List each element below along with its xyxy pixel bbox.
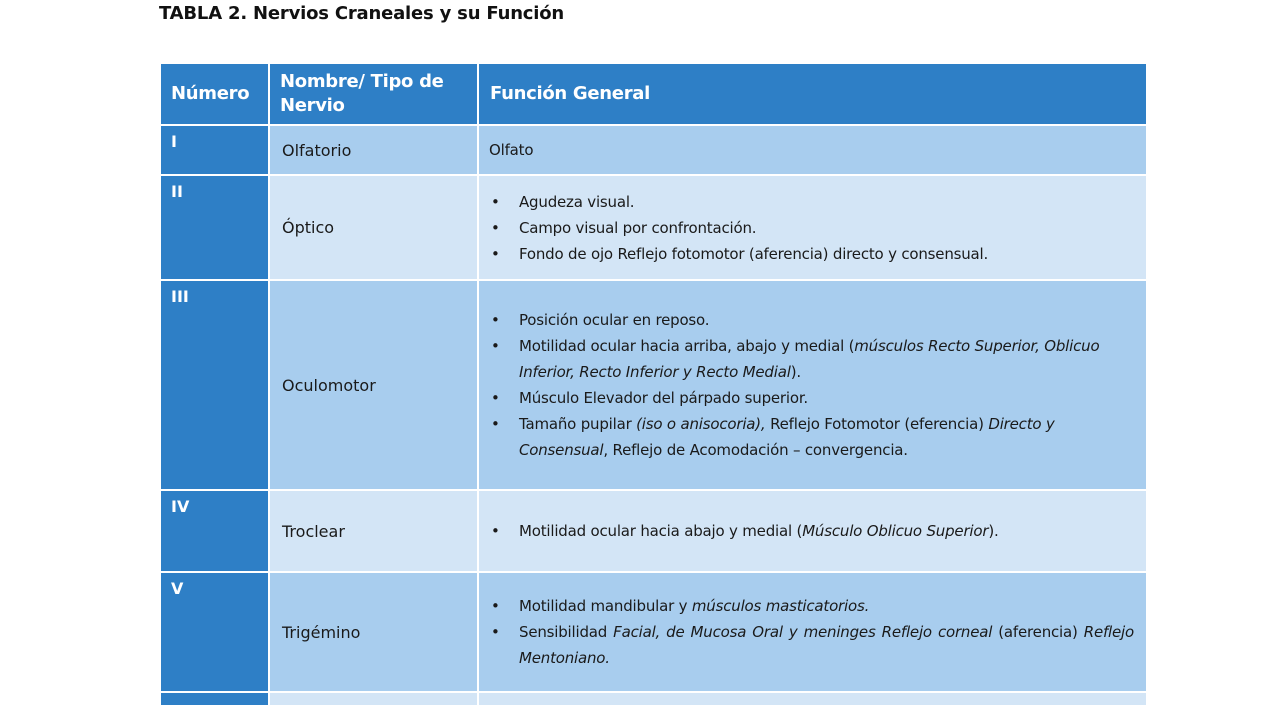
nerve-number: III — [160, 280, 269, 490]
nerve-number-cell — [160, 692, 269, 706]
nerve-function — [478, 572, 1147, 692]
nerve-name: Olfatorio — [269, 125, 478, 175]
nerve-name-cell — [269, 692, 478, 706]
function-item: • Posición ocular en reposo. — [519, 307, 1134, 333]
nerve-name: Óptico — [269, 175, 478, 280]
nerve-function-cell — [478, 692, 1147, 706]
table-row — [160, 280, 1147, 490]
nerve-function — [478, 280, 1147, 490]
table-header-row — [160, 63, 1147, 125]
function-item: • Músculo Elevador del párpado superior. — [519, 385, 1134, 411]
nerve-name: Troclear — [269, 490, 478, 572]
nerve-number: V — [160, 572, 269, 692]
function-item: • Tamaño pupilar (iso o anisocoria), Reflejo Fotomotor (eferencia) Directo y Consensual, Reflejo de Acomodación – convergencia. — [519, 411, 1134, 463]
nerve-function — [478, 125, 1147, 175]
function-item: • Motilidad mandibular y músculos masticatorios. — [519, 593, 1134, 619]
function-item: • Motilidad ocular hacia arriba, abajo y medial (músculos Recto Superior, Oblicuo Inferior, Recto Inferior y Recto Medial). — [519, 333, 1134, 385]
header-nombre: Nombre/ Tipo de Nervio — [269, 63, 478, 125]
function-item: • Agudeza visual. — [519, 189, 1134, 215]
table-row — [160, 175, 1147, 280]
table-title: TABLA 2. Nervios Craneales y su Función — [159, 3, 565, 24]
cranial-nerves-table — [159, 62, 1148, 707]
function-text: Olfato — [489, 141, 534, 159]
function-item: • Campo visual por confrontación. — [519, 215, 1134, 241]
function-list — [489, 307, 1134, 463]
nerve-number: II — [160, 175, 269, 280]
header-funcion: Función General — [478, 63, 1147, 125]
nerve-function — [478, 175, 1147, 280]
nerve-number: I — [160, 125, 269, 175]
table-row-partial — [160, 692, 1147, 706]
cranial-nerves-table-container — [159, 62, 1146, 707]
nerve-name: Oculomotor — [269, 280, 478, 490]
table-row — [160, 572, 1147, 692]
function-item: • Sensibilidad Facial, de Mucosa Oral y meninges Reflejo corneal (aferencia) Reflejo Mentoniano. — [519, 619, 1134, 671]
table-row — [160, 490, 1147, 572]
function-list — [489, 518, 1134, 544]
nerve-name: Trigémino — [269, 572, 478, 692]
function-item: • Fondo de ojo Reflejo fotomotor (aferencia) directo y consensual. — [519, 241, 1134, 267]
function-item: • Motilidad ocular hacia abajo y medial (Músculo Oblicuo Superior). — [519, 518, 1134, 544]
header-numero: Número — [160, 63, 269, 125]
function-list — [489, 189, 1134, 267]
function-list — [489, 593, 1134, 671]
nerve-number: IV — [160, 490, 269, 572]
nerve-function — [478, 490, 1147, 572]
table-row — [160, 125, 1147, 175]
